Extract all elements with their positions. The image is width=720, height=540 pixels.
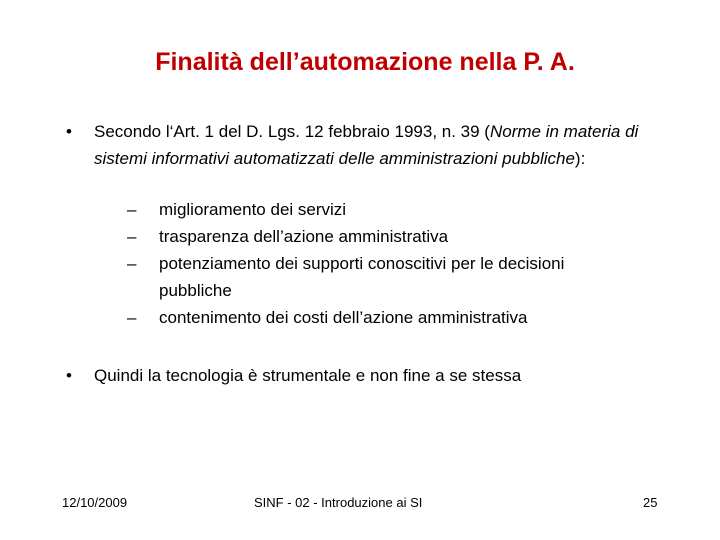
sub-bullet-item: contenimento dei costi dell’azione amministrativa	[159, 308, 528, 327]
slide-title: Finalità dell’automazione nella P. A.	[155, 48, 575, 76]
bullet-item-1-suffix: ):	[574, 149, 586, 168]
sub-bullet-marker: –	[127, 200, 137, 219]
bullet-marker: •	[66, 122, 72, 141]
sub-bullet-marker: –	[127, 227, 137, 246]
sub-bullet-item: miglioramento dei servizi	[159, 200, 347, 219]
bullet-item-2: Quindi la tecnologia è strumentale e non fine a se stessa	[94, 366, 522, 385]
sub-bullet-item: trasparenza dell’azione amministrativa	[159, 227, 449, 246]
sub-bullet-item: potenziamento dei supporti conoscitivi per le decisioni pubbliche	[159, 254, 565, 300]
footer-date: 12/10/2009	[62, 495, 128, 510]
bullet-item-1-law-title: Norme in materia di sistemi informativi automatizzati delle amministrazioni pubbliche	[94, 122, 639, 168]
footer-page-number: 25	[643, 495, 658, 510]
footer-course-label: SINF - 02 - Introduzione ai SI	[254, 495, 423, 510]
bullet-item-1-text: Secondo l‘Art. 1 del D. Lgs. 12 febbraio 1993, n. 39 (	[94, 122, 490, 141]
bullet-marker: •	[66, 366, 72, 385]
sub-bullet-marker: –	[127, 254, 137, 273]
bullet-item-1	[94, 118, 664, 172]
sub-bullet-marker: –	[127, 308, 137, 327]
